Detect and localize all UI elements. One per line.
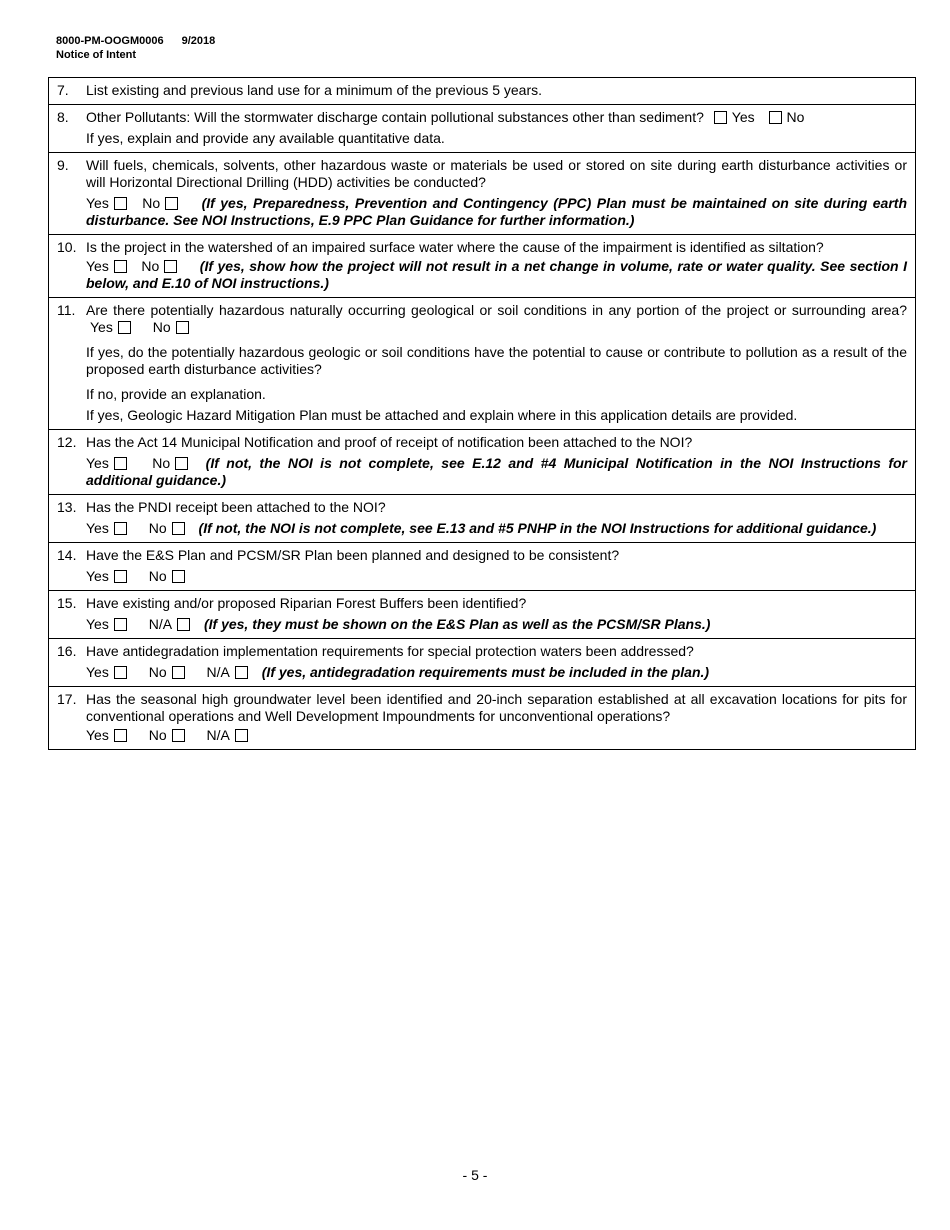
yes-label: Yes — [731, 109, 755, 125]
instruction-note: (If not, the NOI is not complete, see E.12 and #4 Municipal Notification in the NOI Instructions for additional guidance.) — [86, 455, 908, 488]
na-checkbox[interactable] — [235, 666, 248, 679]
no-checkbox[interactable] — [165, 197, 178, 210]
no-label: No — [142, 195, 161, 211]
form-header — [56, 34, 215, 62]
question-13 — [49, 495, 915, 543]
question-10 — [49, 235, 915, 298]
question-text: Has the PNDI receipt been attached to the NOI? — [86, 499, 386, 515]
yes-label: Yes — [86, 616, 109, 632]
question-14 — [49, 543, 915, 591]
na-label: N/A — [206, 664, 230, 680]
no-label: No — [141, 258, 160, 274]
yes-checkbox[interactable] — [114, 457, 127, 470]
question-12 — [49, 430, 915, 495]
yes-checkbox[interactable] — [114, 729, 127, 742]
yes-checkbox[interactable] — [114, 260, 127, 273]
followup-text[interactable]: If yes, explain and provide any available quantitative data. — [86, 130, 445, 146]
question-number: 17. — [57, 691, 77, 707]
instruction-note: (If not, the NOI is not complete, see E.13 and #5 PNHP in the NOI Instructions for additional guidance.) — [198, 520, 877, 536]
no-checkbox[interactable] — [172, 666, 185, 679]
yes-label: Yes — [86, 727, 109, 743]
no-label: No — [148, 664, 167, 680]
question-text: Are there potentially hazardous naturally occurring geological or soil conditions in any portion of the project or surrounding area? — [86, 302, 907, 318]
question-number: 7. — [57, 82, 69, 98]
question-15 — [49, 591, 915, 639]
question-text: Will fuels, chemicals, solvents, other hazardous waste or materials be used or stored on site during earth disturbance activities or will Horizontal Directional Drilling (HDD) activities be conducted? — [86, 157, 907, 190]
question-number: 16. — [57, 643, 77, 659]
yes-checkbox[interactable] — [114, 570, 127, 583]
question-text: Other Pollutants: Will the stormwater discharge contain pollutional substances other than sediment? — [86, 109, 704, 125]
no-checkbox[interactable] — [175, 457, 188, 470]
question-number: 13. — [57, 499, 77, 515]
question-17 — [49, 687, 915, 749]
yes-checkbox[interactable] — [114, 197, 127, 210]
na-checkbox[interactable] — [235, 729, 248, 742]
question-11 — [49, 298, 915, 430]
question-text: Have the E&S Plan and PCSM/SR Plan been planned and designed to be consistent? — [86, 547, 620, 563]
instruction-note: (If yes, show how the project will not result in a net change in volume, rate or water quality. See section I below, and E.10 of NOI instructions.) — [86, 258, 908, 291]
yes-label: Yes — [86, 258, 109, 274]
question-number: 15. — [57, 595, 77, 611]
yes-label: Yes — [86, 195, 109, 211]
no-label: No — [152, 319, 171, 335]
no-checkbox[interactable] — [172, 522, 185, 535]
form-code-line — [56, 34, 215, 48]
questions-table — [48, 77, 916, 750]
question-16 — [49, 639, 915, 687]
yes-label: Yes — [90, 319, 113, 335]
no-checkbox[interactable] — [769, 111, 782, 124]
no-checkbox[interactable] — [176, 321, 189, 334]
form-code: 8000-PM-OOGM0006 — [56, 35, 164, 47]
instruction-note: (If yes, Preparedness, Prevention and Contingency (PPC) Plan must be maintained on site during earth disturbance. See NOI Instructions, E.9 PPC Plan Guidance for further information.) — [86, 195, 908, 228]
yes-checkbox[interactable] — [114, 618, 127, 631]
yes-label: Yes — [86, 664, 109, 680]
conditional-text[interactable]: If yes, do the potentially hazardous geologic or soil conditions have the potential to cause or contribute to pollution as a result of the proposed earth disturbance activities? — [86, 344, 907, 377]
instruction-note: (If yes, antidegradation requirements must be included in the plan.) — [261, 664, 710, 680]
question-number: 10. — [57, 239, 77, 255]
no-label: No — [148, 727, 167, 743]
no-checkbox[interactable] — [172, 729, 185, 742]
question-text: Have antidegradation implementation requirements for special protection waters been addressed? — [86, 643, 694, 659]
page-number: - 5 - — [462, 1167, 488, 1183]
question-number: 14. — [57, 547, 77, 563]
question-number: 12. — [57, 434, 77, 450]
yes-checkbox[interactable] — [114, 522, 127, 535]
question-text: Is the project in the watershed of an impaired surface water where the cause of the impairment is identified as siltation? — [86, 239, 824, 255]
conditional-text[interactable]: If yes, Geologic Hazard Mitigation Plan must be attached and explain where in this application details are provided. — [86, 407, 798, 423]
question-7 — [49, 78, 915, 105]
question-text[interactable]: List existing and previous land use for a minimum of the previous 5 years. — [86, 82, 543, 98]
form-title: Notice of Intent — [56, 49, 137, 61]
question-text: Has the seasonal high groundwater level been identified and 20-inch separation established at all excavation locations for pits for conventional operations and Well Development Impoundments for unconventional operations? — [86, 691, 907, 724]
question-number: 11. — [57, 302, 76, 318]
form-revision: 9/2018 — [181, 35, 216, 47]
yes-label: Yes — [86, 520, 109, 536]
yes-checkbox[interactable] — [114, 666, 127, 679]
no-label: No — [786, 109, 805, 125]
yes-checkbox[interactable] — [118, 321, 131, 334]
na-checkbox[interactable] — [177, 618, 190, 631]
instruction-note: (If yes, they must be shown on the E&S Plan as well as the PCSM/SR Plans.) — [203, 616, 711, 632]
na-label: N/A — [148, 616, 173, 632]
yes-label: Yes — [86, 455, 109, 471]
na-label: N/A — [206, 727, 230, 743]
no-checkbox[interactable] — [172, 570, 185, 583]
yes-checkbox[interactable] — [714, 111, 727, 124]
question-8 — [49, 105, 915, 153]
question-text: Have existing and/or proposed Riparian Forest Buffers been identified? — [86, 595, 527, 611]
no-label: No — [152, 455, 171, 471]
question-number: 9. — [57, 157, 69, 173]
yes-label: Yes — [86, 568, 109, 584]
question-number: 8. — [57, 109, 69, 125]
no-label: No — [148, 568, 167, 584]
question-9 — [49, 153, 915, 235]
no-label: No — [148, 520, 167, 536]
question-text: Has the Act 14 Municipal Notification and proof of receipt of notification been attached to the NOI? — [86, 434, 693, 450]
no-checkbox[interactable] — [164, 260, 177, 273]
conditional-text[interactable]: If no, provide an explanation. — [86, 386, 266, 402]
